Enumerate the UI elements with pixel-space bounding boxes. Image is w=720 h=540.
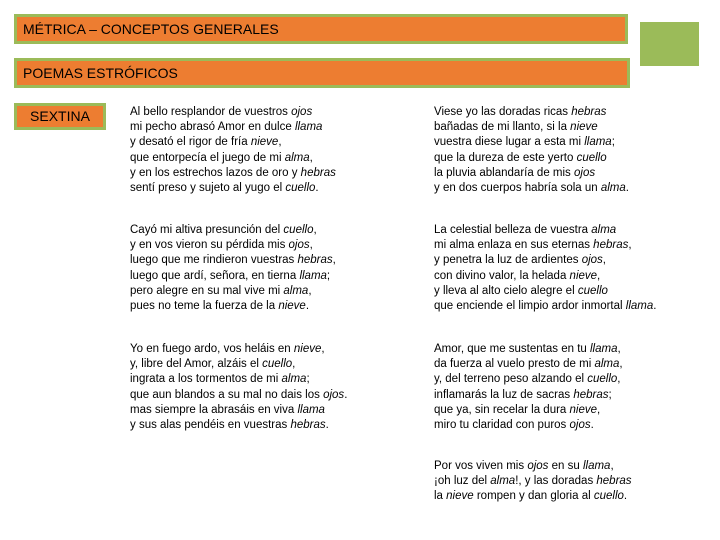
rhyme-word: llama: [297, 403, 325, 416]
line-text: que enciende el limpio ardor inmortal: [434, 300, 626, 313]
poem-line: [434, 120, 629, 135]
poem-line: [434, 284, 656, 299]
poem-line: [130, 181, 336, 196]
line-text: ,: [292, 358, 296, 371]
rhyme-word: ojos: [569, 419, 591, 432]
line-text: .: [305, 300, 310, 313]
line-text: .: [590, 419, 594, 432]
rhyme-word: alma: [284, 151, 310, 164]
rhyme-word: ojos: [288, 239, 310, 252]
rhyme-word: llama: [299, 269, 327, 282]
poem-line: [130, 223, 336, 238]
line-text: con divino valor, la helada: [434, 269, 570, 282]
line-text: y en vos vieron su pérdida mis: [130, 239, 289, 252]
rhyme-word: alma: [591, 224, 617, 236]
line-text: que la dureza de este yerto: [434, 151, 577, 164]
line-text: pues no teme la fuerza de la: [130, 300, 279, 313]
line-text: .: [325, 419, 329, 432]
poem-line: [434, 299, 656, 314]
line-text: rompen y dan gloria al: [473, 490, 594, 503]
rhyme-word: llama: [294, 121, 323, 134]
line-text: la pluvia ablandaría de mis: [434, 166, 574, 179]
line-text: ;: [608, 388, 612, 401]
poem-line: [130, 284, 336, 299]
line-text: luego que ardí, señora, en tierna: [130, 269, 300, 282]
line-text: ;: [326, 269, 331, 282]
line-text: y en los estrechos lazos de oro y: [130, 166, 301, 179]
decorative-green-square: [640, 22, 699, 66]
rhyme-word: llama: [625, 300, 654, 313]
line-text: .: [653, 300, 657, 313]
rhyme-word: alma: [594, 358, 620, 371]
poem-line: [434, 135, 629, 150]
rhyme-word: nieve: [570, 121, 598, 134]
line-text: Cayó mi altiva presunción del: [130, 224, 284, 236]
rhyme-word: nieve: [250, 136, 279, 149]
poem-line: [130, 135, 336, 150]
rhyme-word: hebras: [573, 388, 609, 401]
stanza-4: [434, 223, 656, 314]
line-text: ,: [628, 239, 632, 252]
poem-line: [434, 105, 629, 120]
line-text: ,: [610, 460, 614, 472]
poem-line: [434, 418, 623, 433]
line-text: Yo en fuego ardo, vos heláis en: [130, 343, 294, 355]
section-title: POEMAS ESTRÓFICOS: [14, 58, 630, 88]
line-text: en su: [548, 460, 583, 472]
rhyme-word: nieve: [278, 300, 306, 313]
line-text: vuestra diese lugar a esta mi: [434, 136, 585, 149]
line-text: y sus alas pendéis en vuestras: [130, 419, 291, 432]
rhyme-word: ojos: [323, 388, 345, 401]
rhyme-word: hebras: [297, 254, 333, 267]
poem-line: [434, 388, 623, 403]
rhyme-word: alma: [490, 475, 516, 488]
stanza-5: [130, 342, 347, 433]
rhyme-word: hebras: [290, 419, 326, 432]
line-text: luego que me rindieron vuestras: [130, 254, 298, 267]
line-text: Por vos viven mis: [434, 460, 528, 472]
envoi-stanza: [434, 459, 632, 505]
rhyme-word: hebras: [596, 475, 632, 488]
stanza-2: [434, 105, 629, 196]
line-text: y en dos cuerpos habría sola un: [434, 182, 601, 195]
line-text: mi pecho abrasó Amor en dulce: [130, 121, 295, 134]
poem-line: [130, 357, 347, 372]
line-text: ,: [332, 254, 336, 267]
poem-line: [434, 238, 656, 253]
line-text: mas siempre la abrasáis en viva: [130, 403, 298, 416]
stanza-6: [434, 342, 623, 433]
poem-line: [434, 474, 632, 489]
rhyme-word: ojos: [291, 106, 313, 118]
rhyme-word: llama: [582, 460, 611, 472]
rhyme-word: ojos: [527, 460, 549, 472]
sextina-label: SEXTINA: [14, 103, 106, 130]
line-text: ingrata a los tormentos de mi: [130, 373, 282, 386]
poem-line: [130, 120, 336, 135]
line-text: y lleva al alto cielo alegre el: [434, 284, 578, 297]
rhyme-word: cuello: [593, 490, 624, 503]
rhyme-word: ojos: [574, 166, 596, 179]
rhyme-word: cuello: [576, 151, 607, 164]
poem-line: [130, 403, 347, 418]
poem-line: [434, 181, 629, 196]
stanza-1: [130, 105, 336, 196]
poem-line: [434, 253, 656, 268]
line-text: ,: [321, 343, 325, 355]
line-text: ,: [309, 151, 313, 164]
line-text: da fuerza al vuelo presto de mi: [434, 358, 595, 371]
line-text: Viese yo las doradas ricas: [434, 106, 572, 118]
poem-line: [130, 269, 336, 284]
rhyme-word: alma: [283, 284, 309, 297]
poem-line: [434, 357, 623, 372]
line-text: ,: [597, 403, 601, 416]
rhyme-word: nieve: [569, 269, 598, 282]
poem-line: [434, 459, 632, 474]
poem-line: [130, 388, 347, 403]
line-text: .: [625, 182, 629, 195]
rhyme-word: cuello: [577, 284, 608, 297]
poem-line: [130, 253, 336, 268]
line-text: ;: [306, 373, 310, 386]
line-text: que aun blandos a su mal no dais los: [130, 388, 324, 401]
poem-line: [434, 489, 632, 504]
line-text: y desató el rigor de fría: [130, 136, 251, 149]
rhyme-word: nieve: [446, 490, 474, 503]
line-text: .: [315, 182, 319, 195]
poem-line: [434, 342, 623, 357]
line-text: ,: [309, 239, 313, 252]
rhyme-word: hebras: [593, 239, 629, 252]
rhyme-word: alma: [281, 373, 307, 386]
rhyme-word: llama: [589, 343, 618, 355]
rhyme-word: nieve: [293, 343, 322, 355]
line-text: miro tu claridad con puros: [434, 419, 570, 432]
slide-title: MÉTRICA – CONCEPTOS GENERALES: [14, 14, 628, 44]
poem-line: [434, 151, 629, 166]
line-text: ,: [278, 136, 282, 149]
line-text: ,: [597, 269, 601, 282]
line-text: y, libre del Amor, alzáis el: [130, 358, 263, 371]
poem-line: [130, 105, 336, 120]
line-text: Al bello resplandor de vuestros: [130, 106, 292, 118]
line-text: y penetra la luz de ardientes: [434, 254, 582, 267]
poem-line: [130, 418, 347, 433]
line-text: Amor, que me sustentas en tu: [434, 343, 590, 355]
poem-line: [130, 151, 336, 166]
rhyme-word: llama: [584, 136, 612, 149]
line-text: sentí preso y sujeto al yugo el: [130, 182, 286, 195]
line-text: ,: [602, 254, 606, 267]
poem-line: [130, 238, 336, 253]
line-text: La celestial belleza de vuestra: [434, 224, 592, 236]
rhyme-word: nieve: [569, 403, 598, 416]
line-text: ,: [617, 343, 621, 355]
stanza-3: [130, 223, 336, 314]
line-text: .: [344, 388, 348, 401]
line-text: ,: [313, 224, 317, 236]
rhyme-word: cuello: [283, 224, 314, 236]
line-text: y, del terreno peso alzando el: [434, 373, 588, 386]
rhyme-word: cuello: [587, 373, 618, 386]
line-text: ;: [611, 136, 615, 149]
poem-line: [434, 372, 623, 387]
line-text: inflamarás la luz de sacras: [434, 388, 574, 401]
rhyme-word: ojos: [581, 254, 603, 267]
line-text: mi alma enlaza en sus eternas: [434, 239, 594, 252]
poem-line: [130, 372, 347, 387]
line-text: que ya, sin recelar la dura: [434, 403, 570, 416]
line-text: ¡oh luz del: [434, 475, 491, 488]
rhyme-word: cuello: [262, 358, 293, 371]
poem-line: [434, 166, 629, 181]
rhyme-word: hebras: [300, 166, 336, 179]
poem-line: [434, 223, 656, 238]
line-text: la: [434, 490, 447, 503]
poem-line: [130, 166, 336, 181]
line-text: que entorpecía el juego de mi: [130, 151, 285, 164]
poem-line: [434, 403, 623, 418]
line-text: ,: [308, 284, 312, 297]
line-text: bañadas de mi llanto, si la: [434, 121, 571, 134]
rhyme-word: alma: [600, 182, 626, 195]
rhyme-word: hebras: [571, 106, 607, 118]
poem-line: [130, 342, 347, 357]
line-text: ,: [617, 373, 621, 386]
rhyme-word: cuello: [285, 182, 316, 195]
line-text: pero alegre en su mal vive mi: [130, 284, 284, 297]
line-text: .: [623, 490, 628, 503]
line-text: ,: [619, 358, 623, 371]
poem-line: [434, 269, 656, 284]
poem-line: [130, 299, 336, 314]
line-text: !, y las doradas: [515, 475, 597, 488]
